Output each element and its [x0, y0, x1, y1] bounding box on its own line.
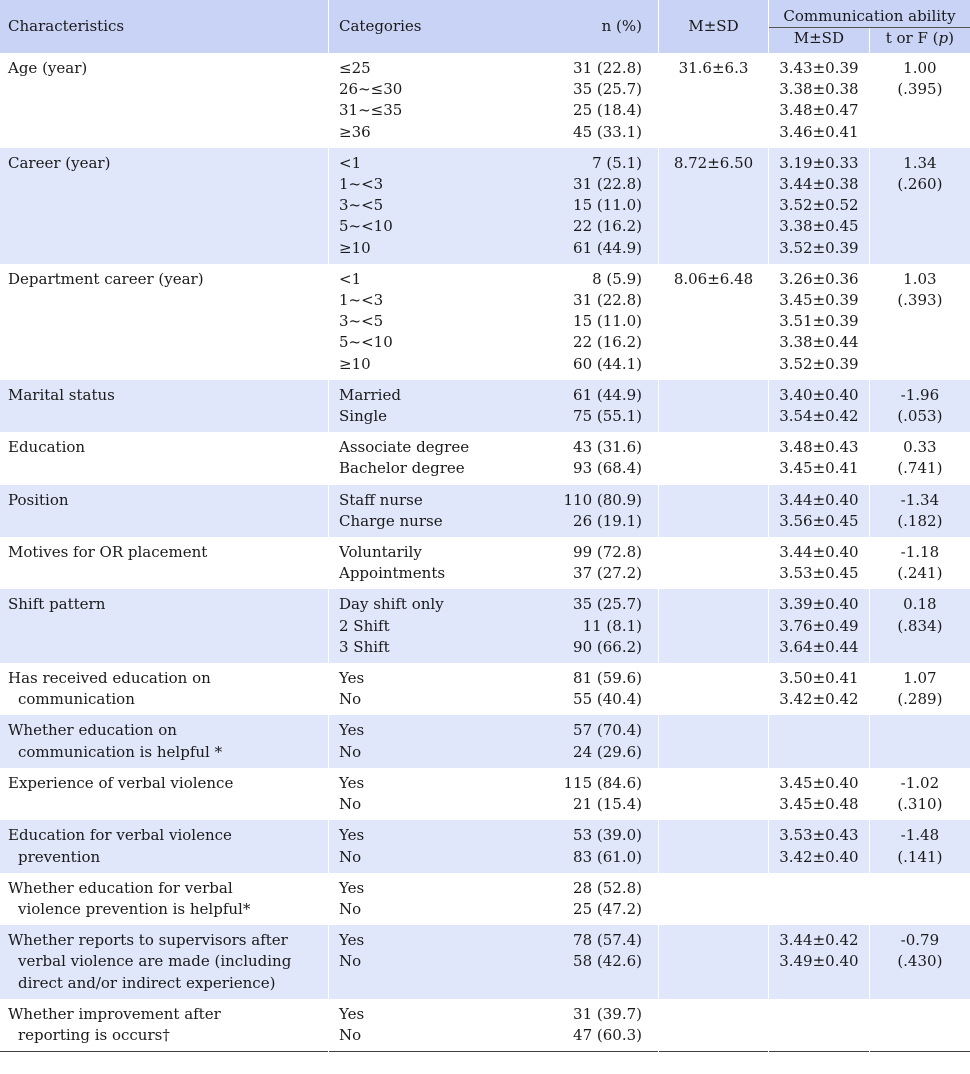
ca-msd-value: 3.45±0.39	[779, 291, 859, 310]
category-label: Yes	[339, 878, 365, 897]
n-pct-value: 31 (22.8)	[573, 291, 642, 310]
tf-value: -1.02	[900, 773, 940, 792]
characteristic-label: Department career (year)	[8, 269, 204, 288]
bottom-border	[0, 1052, 970, 1055]
category-label: Yes	[339, 773, 365, 792]
n-pct-value: 45 (33.1)	[573, 122, 642, 141]
table-row	[0, 999, 970, 1052]
n-pct-value: 11 (8.1)	[582, 616, 642, 635]
tf-value: (.741)	[897, 459, 943, 478]
characteristic-label: Whether improvement after	[8, 1004, 221, 1023]
category-cell	[329, 264, 503, 380]
msd-cell	[659, 663, 769, 715]
characteristic-label: Motives for OR placement	[8, 543, 208, 562]
characteristic-label: verbal violence are made (including	[18, 952, 292, 971]
category-label: 5~<10	[339, 217, 393, 236]
category-label: Charge nurse	[339, 511, 443, 530]
msd-cell	[659, 432, 769, 484]
category-cell	[329, 925, 503, 999]
tf-value: 0.18	[903, 595, 937, 614]
n-pct-value: 25 (18.4)	[573, 101, 642, 120]
tf-cell	[869, 663, 970, 715]
category-label: 31~≤35	[339, 101, 403, 120]
category-label: No	[339, 847, 362, 866]
tf-value: (.182)	[897, 511, 943, 530]
tf-cell	[869, 53, 970, 148]
n-pct-value: 43 (31.6)	[573, 438, 642, 457]
tf-value: -1.18	[900, 543, 940, 562]
characteristic-label: communication	[18, 690, 135, 709]
n-pct-value: 31 (22.8)	[573, 59, 642, 77]
ca-msd-cell	[769, 873, 870, 925]
table-row	[0, 715, 970, 767]
characteristic-cell	[0, 589, 329, 663]
ca-msd-cell	[769, 999, 870, 1052]
characteristic-label: direct and/or indirect experience)	[18, 973, 276, 992]
category-label: <1	[339, 269, 362, 288]
table-row	[0, 432, 970, 484]
tf-cell	[869, 537, 970, 589]
tf-cell	[869, 264, 970, 380]
category-label: No	[339, 1025, 362, 1044]
n-pct-value: 61 (44.9)	[573, 385, 642, 404]
n-pct-cell	[502, 264, 659, 380]
ca-msd-value: 3.49±0.40	[779, 952, 859, 971]
tf-value: (.141)	[897, 847, 943, 866]
msd-cell	[659, 53, 769, 148]
characteristic-cell	[0, 873, 329, 925]
ca-msd-value: 3.40±0.40	[779, 385, 859, 404]
n-pct-value: 31 (22.8)	[573, 175, 642, 194]
n-pct-value: 22 (16.2)	[573, 217, 642, 236]
n-pct-cell	[502, 432, 659, 484]
characteristic-cell	[0, 485, 329, 537]
msd-cell	[659, 768, 769, 820]
tf-cell	[869, 768, 970, 820]
characteristic-label: Age (year)	[8, 59, 88, 77]
category-cell	[329, 820, 503, 872]
table-header-row-1	[0, 0, 970, 28]
ca-msd-cell	[769, 264, 870, 380]
msd-value: 8.06±6.48	[673, 269, 754, 288]
n-pct-cell	[502, 999, 659, 1052]
ca-msd-value: 3.38±0.38	[779, 80, 859, 99]
characteristic-label: Whether education on	[8, 721, 177, 740]
table-row	[0, 589, 970, 663]
ca-msd-value: 3.45±0.48	[779, 795, 859, 814]
ca-msd-value: 3.52±0.39	[779, 354, 859, 373]
category-label: Voluntarily	[339, 543, 422, 562]
category-label: No	[339, 690, 362, 709]
characteristic-label: Whether reports to supervisors after	[8, 931, 288, 950]
ca-msd-value: 3.51±0.39	[779, 312, 859, 331]
header-ca-msd: M±SD	[769, 28, 870, 54]
category-label: No	[339, 795, 362, 814]
table-row	[0, 820, 970, 872]
ca-msd-value: 3.42±0.40	[779, 847, 859, 866]
characteristic-label: Experience of verbal violence	[8, 773, 234, 792]
category-label: 3~<5	[339, 196, 384, 215]
n-pct-value: 58 (42.6)	[573, 952, 642, 971]
ca-msd-value: 3.45±0.41	[779, 459, 859, 478]
n-pct-value: 24 (29.6)	[573, 742, 642, 761]
table-row	[0, 485, 970, 537]
header-categories: Categories	[339, 17, 422, 35]
characteristic-label: reporting is occurs†	[18, 1025, 170, 1044]
characteristic-label: violence prevention is helpful*	[18, 899, 251, 918]
n-pct-cell	[502, 768, 659, 820]
msd-cell	[659, 820, 769, 872]
tf-value: (.310)	[897, 795, 943, 814]
header-n-pct: n (%)	[502, 0, 659, 53]
msd-cell	[659, 589, 769, 663]
characteristic-label: Shift pattern	[8, 595, 106, 614]
n-pct-cell	[502, 820, 659, 872]
characteristic-cell	[0, 999, 329, 1052]
n-pct-value: 81 (59.6)	[573, 669, 642, 688]
tf-value: (.430)	[897, 952, 943, 971]
n-pct-cell	[502, 380, 659, 432]
table-row	[0, 768, 970, 820]
header-characteristics: Characteristics	[0, 0, 329, 53]
category-label: Yes	[339, 1004, 365, 1023]
ca-msd-cell	[769, 53, 870, 148]
n-pct-value: 78 (57.4)	[573, 931, 642, 950]
tf-value: 1.34	[903, 153, 937, 172]
characteristic-cell	[0, 663, 329, 715]
category-label: Day shift only	[339, 595, 444, 614]
ca-msd-cell	[769, 380, 870, 432]
characteristic-cell	[0, 820, 329, 872]
header-communication-ability: Communication ability	[769, 0, 970, 28]
characteristic-label: Marital status	[8, 385, 115, 404]
category-label: No	[339, 899, 362, 918]
n-pct-value: 35 (25.7)	[573, 80, 642, 99]
n-pct-value: 47 (60.3)	[573, 1025, 642, 1044]
category-label: Married	[339, 385, 401, 404]
n-pct-value: 25 (47.2)	[573, 899, 642, 918]
n-pct-value: 35 (25.7)	[573, 595, 642, 614]
n-pct-value: 28 (52.8)	[573, 878, 642, 897]
ca-msd-value: 3.44±0.38	[779, 175, 859, 194]
characteristic-label: prevention	[18, 847, 101, 866]
category-cell	[329, 537, 503, 589]
category-label: Yes	[339, 931, 365, 950]
characteristic-cell	[0, 925, 329, 999]
category-cell	[329, 148, 503, 264]
ca-msd-value: 3.53±0.45	[779, 564, 859, 583]
n-pct-value: 8 (5.9)	[592, 269, 642, 288]
table-bottom-rule	[0, 1052, 970, 1055]
characteristic-label: Whether education for verbal	[8, 878, 233, 897]
n-pct-value: 75 (55.1)	[573, 407, 642, 426]
msd-cell	[659, 999, 769, 1052]
ca-msd-cell	[769, 925, 870, 999]
tf-cell	[869, 148, 970, 264]
category-label: ≤25	[339, 59, 371, 77]
category-cell	[329, 432, 503, 484]
table-row	[0, 53, 970, 148]
msd-cell	[659, 264, 769, 380]
category-label: 1~<3	[339, 175, 384, 194]
category-label: Yes	[339, 826, 365, 845]
characteristic-cell	[0, 148, 329, 264]
ca-msd-cell	[769, 768, 870, 820]
table-body	[0, 53, 970, 1054]
n-pct-value: 7 (5.1)	[592, 153, 642, 172]
category-label: Yes	[339, 721, 365, 740]
ca-msd-value: 3.26±0.36	[779, 269, 859, 288]
ca-msd-value: 3.52±0.52	[779, 196, 859, 215]
tf-value: 1.03	[903, 269, 937, 288]
tf-cell	[869, 715, 970, 767]
n-pct-value: 115 (84.6)	[563, 773, 642, 792]
msd-cell	[659, 873, 769, 925]
ca-msd-value: 3.38±0.45	[779, 217, 859, 236]
ca-msd-cell	[769, 432, 870, 484]
characteristic-cell	[0, 432, 329, 484]
ca-msd-value: 3.76±0.49	[779, 616, 859, 635]
ca-msd-value: 3.39±0.40	[779, 595, 859, 614]
ca-msd-value: 3.64±0.44	[779, 637, 859, 656]
characteristic-cell	[0, 715, 329, 767]
characteristic-cell	[0, 537, 329, 589]
n-pct-value: 55 (40.4)	[573, 690, 642, 709]
category-label: 3~<5	[339, 312, 384, 331]
tf-value: (.393)	[897, 291, 943, 310]
category-label: 1~<3	[339, 291, 384, 310]
n-pct-value: 26 (19.1)	[573, 511, 642, 530]
category-label: ≥10	[339, 238, 371, 257]
table-row	[0, 264, 970, 380]
n-pct-cell	[502, 873, 659, 925]
table-row	[0, 380, 970, 432]
characteristic-cell	[0, 768, 329, 820]
characteristic-cell	[0, 53, 329, 148]
n-pct-value: 61 (44.9)	[573, 238, 642, 257]
category-cell	[329, 768, 503, 820]
ca-msd-value: 3.43±0.39	[779, 59, 859, 77]
n-pct-value: 53 (39.0)	[573, 826, 642, 845]
n-pct-cell	[502, 925, 659, 999]
category-cell	[329, 873, 503, 925]
n-pct-value: 110 (80.9)	[563, 490, 642, 509]
tf-value: 1.07	[903, 669, 937, 688]
ca-msd-cell	[769, 537, 870, 589]
table-row	[0, 925, 970, 999]
n-pct-value: 90 (66.2)	[573, 637, 642, 656]
n-pct-value: 22 (16.2)	[573, 333, 642, 352]
n-pct-cell	[502, 715, 659, 767]
n-pct-value: 15 (11.0)	[573, 196, 642, 215]
category-label: Bachelor degree	[339, 459, 465, 478]
category-label: ≥10	[339, 354, 371, 373]
tf-value: (.241)	[897, 564, 943, 583]
category-label: Yes	[339, 669, 365, 688]
header-t-or-f: t or F (p)	[885, 29, 954, 47]
tf-cell	[869, 873, 970, 925]
ca-msd-value: 3.44±0.42	[779, 931, 859, 950]
category-cell	[329, 663, 503, 715]
msd-cell	[659, 715, 769, 767]
ca-msd-value: 3.42±0.42	[779, 690, 859, 709]
ca-msd-value: 3.44±0.40	[779, 490, 859, 509]
n-pct-cell	[502, 663, 659, 715]
ca-msd-cell	[769, 715, 870, 767]
characteristic-label: Education for verbal violence	[8, 826, 232, 845]
category-cell	[329, 715, 503, 767]
tf-value: (.834)	[897, 616, 943, 635]
characteristic-label: Has received education on	[8, 669, 211, 688]
category-cell	[329, 380, 503, 432]
msd-value: 31.6±6.3	[678, 59, 749, 77]
n-pct-cell	[502, 53, 659, 148]
msd-cell	[659, 380, 769, 432]
ca-msd-cell	[769, 148, 870, 264]
tf-cell	[869, 925, 970, 999]
msd-cell	[659, 148, 769, 264]
characteristic-cell	[0, 264, 329, 380]
category-cell	[329, 53, 503, 148]
category-label: 3 Shift	[339, 637, 390, 656]
ca-msd-value: 3.19±0.33	[779, 153, 859, 172]
ca-msd-value: 3.45±0.40	[779, 773, 859, 792]
n-pct-value: 37 (27.2)	[573, 564, 642, 583]
n-pct-cell	[502, 485, 659, 537]
n-pct-value: 15 (11.0)	[573, 312, 642, 331]
ca-msd-value: 3.50±0.41	[779, 669, 859, 688]
n-pct-value: 93 (68.4)	[573, 459, 642, 478]
category-label: No	[339, 952, 362, 971]
ca-msd-value: 3.46±0.41	[779, 122, 859, 141]
tf-value: 1.00	[903, 59, 937, 77]
n-pct-cell	[502, 148, 659, 264]
msd-cell	[659, 925, 769, 999]
tf-cell	[869, 485, 970, 537]
ca-msd-value: 3.48±0.43	[779, 438, 859, 457]
ca-msd-value: 3.54±0.42	[779, 407, 859, 426]
category-label: 26~≤30	[339, 80, 403, 99]
msd-value: 8.72±6.50	[673, 153, 754, 172]
category-label: Associate degree	[339, 438, 470, 457]
ca-msd-cell	[769, 820, 870, 872]
category-label: Staff nurse	[339, 490, 423, 509]
tf-cell	[869, 589, 970, 663]
characteristic-cell	[0, 380, 329, 432]
tf-cell	[869, 999, 970, 1052]
table-row	[0, 663, 970, 715]
characteristic-label: communication is helpful *	[18, 742, 223, 761]
n-pct-value: 57 (70.4)	[573, 721, 642, 740]
table-row	[0, 873, 970, 925]
category-label: Appointments	[339, 564, 446, 583]
n-pct-value: 21 (15.4)	[573, 795, 642, 814]
tf-value: -1.48	[900, 826, 940, 845]
tf-cell	[869, 380, 970, 432]
characteristic-label: Position	[8, 490, 69, 509]
ca-msd-value: 3.52±0.39	[779, 238, 859, 257]
n-pct-value: 99 (72.8)	[573, 543, 642, 562]
ca-msd-value: 3.38±0.44	[779, 333, 859, 352]
characteristic-label: Education	[8, 438, 86, 457]
category-label: ≥36	[339, 122, 371, 141]
ca-msd-value: 3.56±0.45	[779, 511, 859, 530]
category-cell	[329, 589, 503, 663]
category-label: 2 Shift	[339, 616, 390, 635]
tf-value: (.053)	[897, 407, 943, 426]
tf-value: (.289)	[897, 690, 943, 709]
tf-value: 0.33	[903, 438, 937, 457]
header-msd: M±SD	[659, 0, 769, 53]
tf-value: -1.96	[900, 385, 940, 404]
msd-cell	[659, 485, 769, 537]
ca-msd-value: 3.53±0.43	[779, 826, 859, 845]
n-pct-value: 83 (61.0)	[573, 847, 642, 866]
n-pct-cell	[502, 537, 659, 589]
tf-cell	[869, 820, 970, 872]
table-row	[0, 148, 970, 264]
n-pct-value: 31 (39.7)	[573, 1004, 642, 1023]
tf-value: -1.34	[900, 490, 940, 509]
msd-cell	[659, 537, 769, 589]
tf-value: -0.79	[900, 931, 940, 950]
category-label: <1	[339, 153, 362, 172]
tf-value: (.395)	[897, 80, 943, 99]
category-cell	[329, 999, 503, 1052]
ca-msd-cell	[769, 589, 870, 663]
category-label: Single	[339, 407, 388, 426]
ca-msd-value: 3.44±0.40	[779, 543, 859, 562]
category-cell	[329, 485, 503, 537]
characteristic-label: Career (year)	[8, 153, 111, 172]
category-label: 5~<10	[339, 333, 393, 352]
tf-value: (.260)	[897, 175, 943, 194]
n-pct-cell	[502, 589, 659, 663]
ca-msd-value: 3.48±0.47	[779, 101, 859, 120]
table-row	[0, 537, 970, 589]
category-label: No	[339, 742, 362, 761]
ca-msd-cell	[769, 663, 870, 715]
ca-msd-cell	[769, 485, 870, 537]
tf-cell	[869, 432, 970, 484]
n-pct-value: 60 (44.1)	[573, 354, 642, 373]
